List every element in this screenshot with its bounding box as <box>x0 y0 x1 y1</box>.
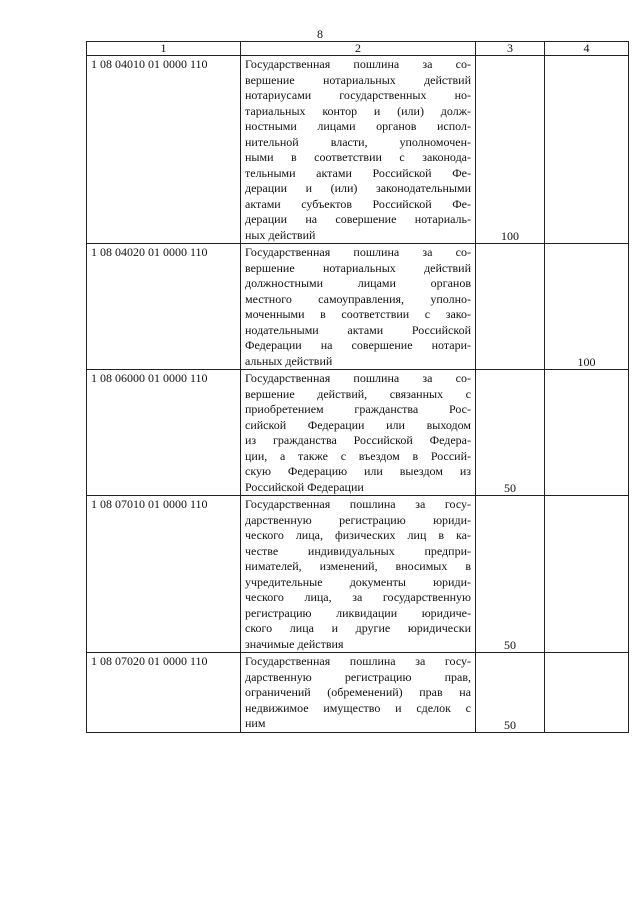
description-line: Государственная пошлина за со- <box>245 245 471 259</box>
description-line: тельными актами Российской Фе- <box>245 165 471 180</box>
revenue-code: 1 08 07020 01 0000 110 <box>87 653 241 733</box>
table-row <box>87 496 629 653</box>
column-3-value: 100 <box>501 229 519 243</box>
page-number: 8 <box>317 27 323 41</box>
column-4-cell <box>545 56 629 244</box>
description-line: актами субъектов Российской Фе- <box>245 196 471 211</box>
column-3-cell <box>476 56 545 244</box>
column-4-cell <box>545 370 629 496</box>
description-line: ных действий <box>245 227 316 242</box>
description-line: местного самоуправления, уполно- <box>245 291 471 306</box>
description-line: вершение нотариальных действий <box>245 260 471 275</box>
column-header-3: 3 <box>476 42 545 56</box>
description-line: ческого лица, физических лиц в ка- <box>245 528 471 542</box>
description-line: нодательными актами Российской <box>245 322 471 337</box>
column-header-4: 4 <box>545 42 629 56</box>
description-line: Федерации на совершение нотари- <box>245 338 471 352</box>
description-line: ции, а также с въездом в Россий- <box>245 448 471 463</box>
column-4-cell <box>545 244 629 370</box>
description-line: моченными в соответствии с зако- <box>245 307 471 321</box>
revenue-description <box>241 370 476 496</box>
description-line: ческого лица, за государственную <box>245 590 471 604</box>
table-row <box>87 653 629 733</box>
revenue-description <box>241 56 476 244</box>
description-line: Государственная пошлина за со- <box>245 371 471 385</box>
column-header-2: 2 <box>241 42 476 56</box>
description-line: недвижимое имущество и сделок с <box>245 700 471 715</box>
description-line: дерации на совершение нотариаль- <box>245 212 471 226</box>
description-line: честве индивидуальных предпри- <box>245 543 471 558</box>
description-line: вершение нотариальных действий <box>245 72 471 87</box>
description-line: из гражданства Российской Федера- <box>245 433 471 447</box>
description-line: сийской Федерации или выходом <box>245 417 471 432</box>
revenue-code: 1 08 06000 01 0000 110 <box>87 370 241 496</box>
description-line: ограничений (обременений) прав на <box>245 685 471 699</box>
column-3-value: 50 <box>504 481 516 495</box>
revenue-code: 1 08 07010 01 0000 110 <box>87 496 241 653</box>
description-line: скую Федерацию или выездом из <box>245 464 471 478</box>
revenue-code: 1 08 04020 01 0000 110 <box>87 244 241 370</box>
description-line: дарственную регистрацию прав, <box>245 669 471 684</box>
description-line: дерации и (или) законодательными <box>245 181 471 195</box>
description-line: учредительные документы юриди- <box>245 574 471 589</box>
revenue-code: 1 08 04010 01 0000 110 <box>87 56 241 244</box>
description-line: нимателей, изменений, вносимых в <box>245 559 471 573</box>
description-line: Государственная пошлина за госу- <box>245 497 471 511</box>
column-3-cell <box>476 496 545 653</box>
description-line: нотариусами государственных но- <box>245 88 471 102</box>
description-line: дарственную регистрацию юриди- <box>245 512 471 527</box>
description-line: ского лица и другие юридически <box>245 621 471 635</box>
column-4-cell <box>545 653 629 733</box>
revenue-classification-table <box>86 41 629 733</box>
description-line: вершение действий, связанных с <box>245 386 471 401</box>
revenue-description <box>241 244 476 370</box>
description-line: ными в соответствии с законода- <box>245 150 471 164</box>
description-line: Российской Федерации <box>245 479 364 494</box>
description-line: приобретением гражданства Рос- <box>245 402 471 416</box>
description-line: нительной власти, уполномочен- <box>245 134 471 149</box>
column-3-cell <box>476 244 545 370</box>
description-line: значимые действия <box>245 636 344 651</box>
table-row <box>87 244 629 370</box>
table-header <box>87 42 629 56</box>
column-4-cell <box>545 496 629 653</box>
revenue-description <box>241 496 476 653</box>
description-line: Государственная пошлина за госу- <box>245 654 471 668</box>
revenue-description <box>241 653 476 733</box>
column-3-cell <box>476 653 545 733</box>
table-row <box>87 370 629 496</box>
description-line: Государственная пошлина за со- <box>245 57 471 71</box>
description-line: ним <box>245 716 266 730</box>
column-header-1: 1 <box>87 42 241 56</box>
description-line: тариальных контор и (или) долж- <box>245 103 471 118</box>
column-3-value: 50 <box>504 638 516 652</box>
column-3-value: 50 <box>504 717 516 732</box>
description-line: должностными лицами органов <box>245 276 471 290</box>
column-3-cell <box>476 370 545 496</box>
table-row <box>87 56 629 244</box>
description-line: регистрацию ликвидации юридиче- <box>245 605 471 620</box>
column-4-value: 100 <box>577 355 596 369</box>
description-line: ностными лицами органов испол- <box>245 119 471 133</box>
description-line: альных действий <box>245 353 333 368</box>
